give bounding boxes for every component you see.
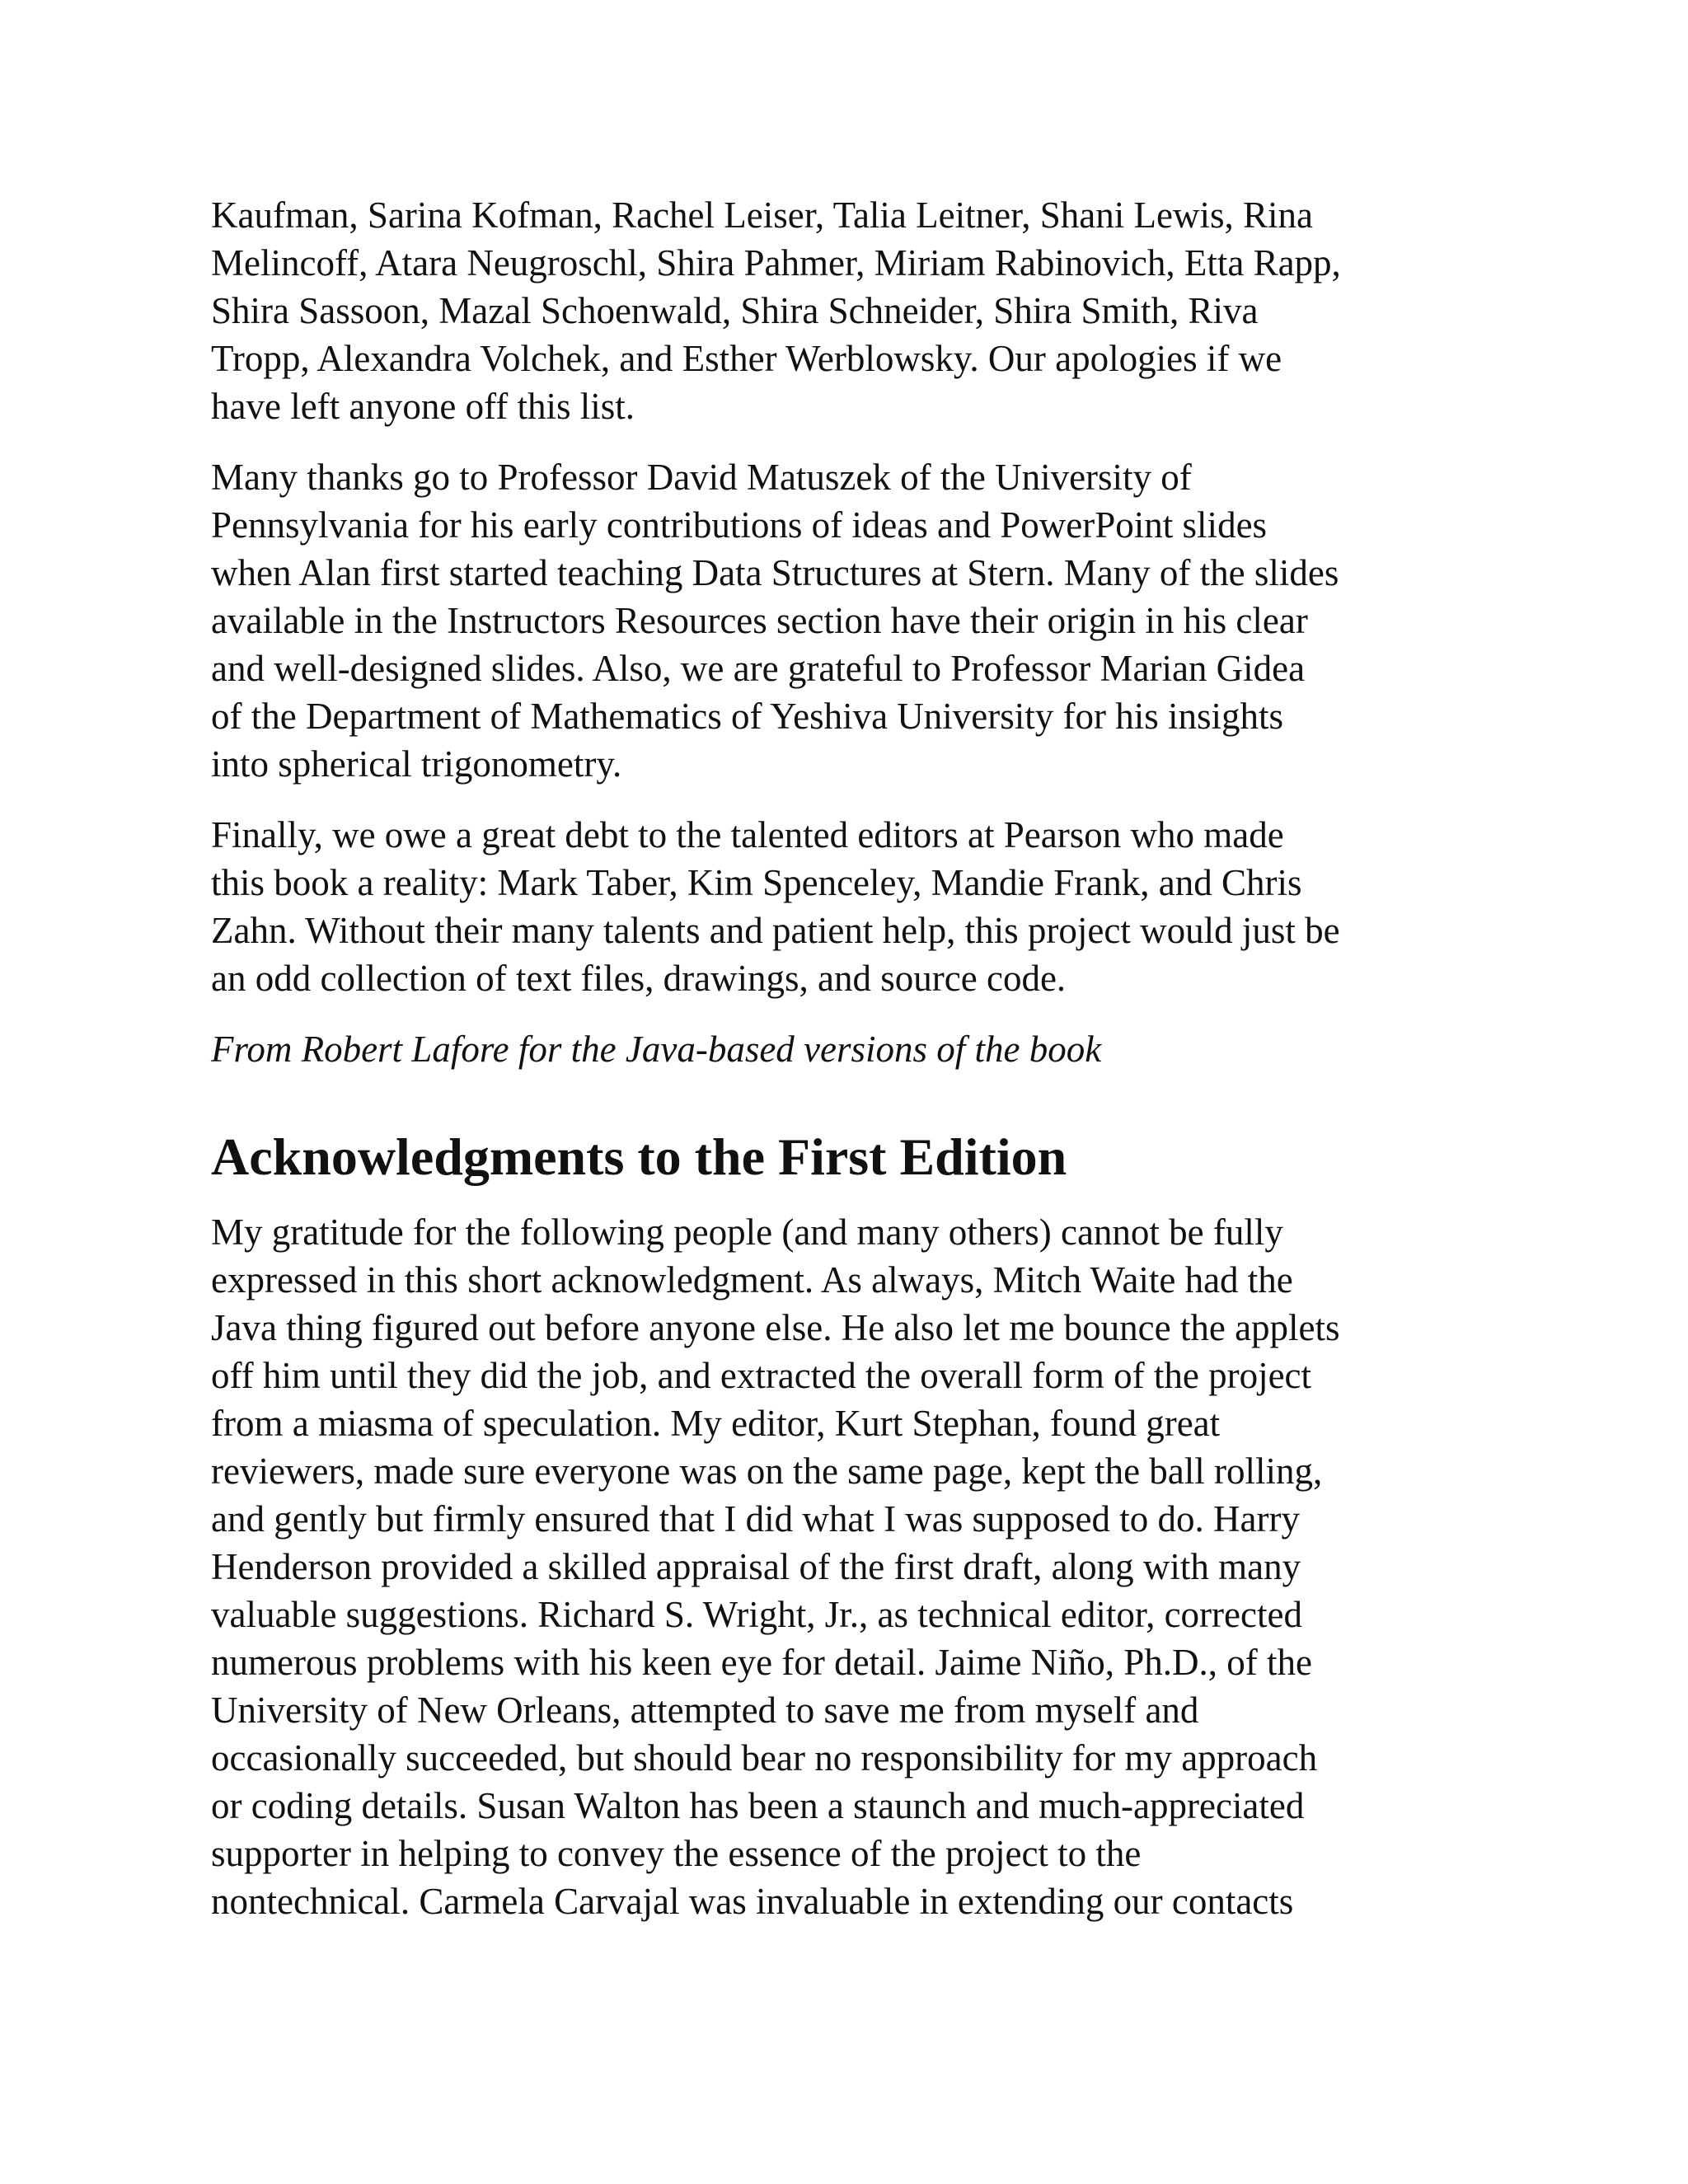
text-line: Finally, we owe a great debt to the talented editors at Pearson who made xyxy=(211,814,1284,855)
text-line: off him until they did the job, and extracted the overall form of the project xyxy=(211,1355,1312,1396)
text-line: Shira Sassoon, Mazal Schoenwald, Shira Schneider, Shira Smith, Riva xyxy=(211,290,1259,331)
attribution-line: From Robert Lafore for the Java-based versions of the book xyxy=(211,1029,1102,1070)
text-line: nontechnical. Carmela Carvajal was invaluable in extending our contacts xyxy=(211,1881,1294,1922)
text-line: Kaufman, Sarina Kofman, Rachel Leiser, Talia Leitner, Shani Lewis, Rina xyxy=(211,194,1313,236)
text-line: expressed in this short acknowledgment. As always, Mitch Waite had the xyxy=(211,1259,1293,1301)
text-line: Zahn. Without their many talents and patient help, this project would just be xyxy=(211,910,1340,951)
text-line: valuable suggestions. Richard S. Wright, Jr., as technical editor, corrected xyxy=(211,1594,1302,1635)
text-line: Java thing figured out before anyone else. He also let me bounce the applets xyxy=(211,1307,1340,1348)
text-line: Many thanks go to Professor David Matuszek of the University of xyxy=(211,457,1192,498)
text-line: from a miasma of speculation. My editor, Kurt Stephan, found great xyxy=(211,1403,1221,1444)
text-line: Henderson provided a skilled appraisal of the first draft, along with many xyxy=(211,1546,1301,1587)
text-line: reviewers, made sure everyone was on the same page, kept the ball rolling, xyxy=(211,1451,1323,1492)
document-page xyxy=(211,191,1484,1948)
text-line: supporter in helping to convey the essence of the project to the xyxy=(211,1833,1142,1874)
text-line: available in the Instructors Resources section have their origin in his clear xyxy=(211,600,1308,641)
text-line: Tropp, Alexandra Volchek, and Esther Werblowsky. Our apologies if we xyxy=(211,338,1282,379)
text-line: of the Department of Mathematics of Yeshiva University for his insights xyxy=(211,696,1284,737)
text-line: or coding details. Susan Walton has been a staunch and much-appreciated xyxy=(211,1785,1305,1826)
text-line: University of New Orleans, attempted to save me from myself and xyxy=(211,1690,1199,1731)
text-line: Pennsylvania for his early contributions of ideas and PowerPoint slides xyxy=(211,504,1268,546)
text-line: Melincoff, Atara Neugroschl, Shira Pahmer, Miriam Rabinovich, Etta Rapp, xyxy=(211,242,1341,284)
text-line: numerous problems with his keen eye for detail. Jaime Niño, Ph.D., of the xyxy=(211,1642,1312,1683)
text-line: into spherical trigonometry. xyxy=(211,743,622,785)
text-line: and gently but firmly ensured that I did what I was supposed to do. Harry xyxy=(211,1498,1300,1540)
paragraph-thanks-editors xyxy=(211,811,1484,1002)
text-line: this book a reality: Mark Taber, Kim Spenceley, Mandie Frank, and Chris xyxy=(211,862,1302,903)
text-line: occasionally succeeded, but should bear no responsibility for my approach xyxy=(211,1737,1318,1779)
text-line: have left anyone off this list. xyxy=(211,386,635,427)
paragraph-student-list xyxy=(211,191,1484,430)
text-line: when Alan first started teaching Data Structures at Stern. Many of the slides xyxy=(211,552,1339,593)
text-line: My gratitude for the following people (and many others) cannot be fully xyxy=(211,1212,1283,1253)
text-line: and well-designed slides. Also, we are grateful to Professor Marian Gidea xyxy=(211,648,1306,689)
section-heading: Acknowledgments to the First Edition xyxy=(211,1127,1067,1186)
paragraph-thanks-matuszek xyxy=(211,453,1484,788)
text-line: an odd collection of text files, drawings, and source code. xyxy=(211,958,1067,999)
paragraph-first-edition xyxy=(211,1208,1484,1925)
